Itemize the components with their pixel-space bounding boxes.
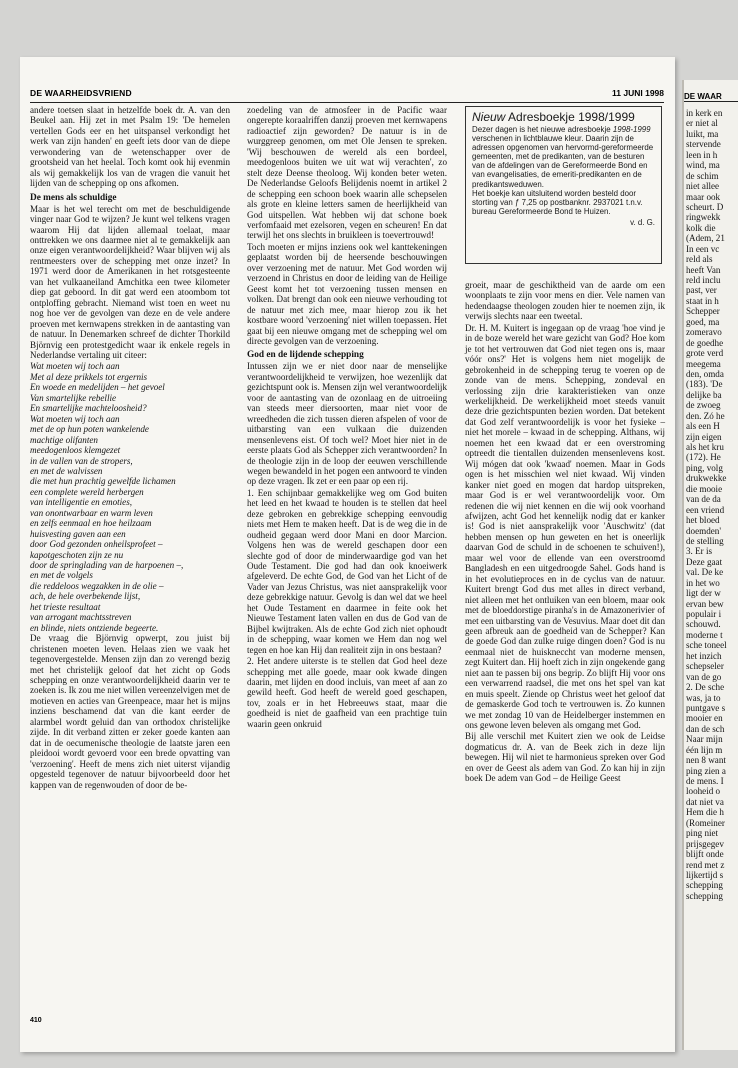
next-page-line: (172). He <box>686 452 721 463</box>
issue-date: 11 JUNI 1998 <box>612 88 664 98</box>
poem-line: Wat moeten wij toch aan <box>30 413 120 424</box>
poem-line: en met de volgels <box>30 570 93 581</box>
poem-quote <box>30 361 230 633</box>
next-page-line: ping, volg <box>686 462 723 473</box>
poem-line: meedogenloos klemgezet <box>30 445 121 456</box>
next-page-line: maar ook <box>686 191 721 202</box>
poem-line: En smartelijke machteloosheid? <box>30 403 147 414</box>
poem-line: van arrogant machtsstreven <box>30 612 132 623</box>
next-page-line: er niet al <box>686 118 718 129</box>
next-page-line: val. De ke <box>686 567 724 578</box>
next-page-line: een vriend <box>686 504 725 515</box>
paragraph: andere toetsen slaat in hetzelfde boek dr. A. van den Beukel aan. Hij zet in met Psalm 19: 'De hemelen vertellen Gods eer en het uitspansel verkondigt het werk van zijn handen' en geeft iets door van de diepe verwondering van de wetenschapper over de grootsheid van het heelal. Toch komt ook hij evenmin als wij gemakkelijk los van de vragen die vanuit het lijden van de schepping op ons afkomen. <box>30 105 230 189</box>
next-page-line: 2. De sche <box>686 682 725 693</box>
next-page-line: looheid o <box>686 786 721 797</box>
poem-line: het trieste resultaat <box>30 601 101 612</box>
poem-line: met de op hun poten wankelende <box>30 424 149 435</box>
next-page-line: als een H <box>686 421 720 432</box>
next-page-line: scheurt. D <box>686 201 724 212</box>
next-page-line: schepseler <box>686 661 724 672</box>
poem-line: En woede en medelijden – het gevoel <box>30 382 165 393</box>
next-page-line: staat in h <box>686 295 719 306</box>
page-header <box>30 88 664 103</box>
poem-line: door de springlading van de harpoenen –, <box>30 560 184 571</box>
next-page-line: zomeravo <box>686 327 722 338</box>
section-heading: God en de lijdende schepping <box>247 350 364 361</box>
next-page-line: (183). 'De <box>686 379 723 390</box>
paragraph: Toch moeten er mijns inziens ook wel kanttekeningen geplaatst worden bij de heersende beschouwingen over verzoening met de natuur. Met God worden wij verzoend in Christus en door de leiding van de Heilige Geest komt het tot verzoening tussen mensen en volken. Dat brengt dan ook een nieuwe verhouding tot de natuur met zich mee, maar hierop zou ik het kostbare woord 'verzoening' niet willen toepassen. Het gaat bij een nieuwe omgang met de schepping wel om directe gevolgen van de verzoening. <box>247 241 447 346</box>
next-page-line: wind, ma <box>686 160 720 171</box>
poem-line: in de vallen van de stropers, <box>30 455 133 466</box>
next-page-line: ping niet <box>686 828 719 839</box>
box-title <box>472 111 655 124</box>
next-page-line: (Romeiner <box>686 817 725 828</box>
paragraph: 1. Een schijnbaar gemakkelijke weg om God buiten het leed en het kwaad te houden is te stellen dat heel deze gebroken en gebrekkige schepping eenvoudig niets met Hem te maken heeft. Dat is de weg die in de oudheid gegaan werd door Mani en door Marcion. Volgens hen was de wereld geschapen door een slechte god of door de minderwaardige god van het Oude Testament. Die god had dan ook knoeiwerk afgeleverd. De echte God, de God van het Licht of de Vader van Jezus Christus, was niet aansprakelijk voor deze gebrekkige natuur. Gevolg is dan wel dat we heel het Oude Testament en daarmee in feite ook het Nieuwe Testament laten vallen en dus de God van de Bijbel kwijtraken. Als de echte God zich niet ophoudt in de schepping, waar komen we Hem dan nog wel tegen en hoe kan Hij dan realiteit zijn in ons bestaan? <box>247 487 447 655</box>
paragraph: zoedeling van de atmosfeer in de Pacific waar ongerepte koraalriffen danzij proeven met kernwapens radioactief zijn geworden? De natuur is in de wurggreep genomen, om met Ole Jensen te spreken. 'Wij beschouwen de wereld als een bordeel, meedogenloos buiten we uit wat wij verachten', zo stelt deze Deense theoloog. Wij konden beter weten. De Nederlandse Geloofs Belijdenis noemt in artikel 2 de schepping een schoon boek waarin alle schepselen als grote en kleine letters samen de heerlijkheid van God uitspellen. Wat hebben wij dat schone boek verfomfaaid met ezelsoren, vegen en scheuren! En dat terwijl het ons slechts in bruikleen is toevertrouwd! <box>247 105 447 241</box>
poem-line: en blinde, niets ontziende begeerte. <box>30 622 159 633</box>
next-page-line: puntgave s <box>686 702 726 713</box>
next-page-line: In een vc <box>686 243 720 254</box>
poem-line: van intelligentie en emoties, <box>30 497 133 508</box>
next-page-line: luikt, ma <box>686 128 719 139</box>
next-page-line: heeft Van <box>686 264 721 275</box>
box-text-italic: 1998-1999 <box>612 125 651 134</box>
announcement-box <box>465 106 662 264</box>
poem-line: een complete wereld herbergen <box>30 486 144 497</box>
next-page-line: Schepper <box>686 306 720 317</box>
paragraph: De vraag die Björnvig opwerpt, zou juist bij christenen moeten leven. Helaas zien we vaak het tegenovergestelde. Mensen zijn dan zo verengd bezig met het christelijk geloof dat het zicht op Gods schepping en onze verantwoordelijkheid daarin ver te zoeken is. Ik zou me niet willen vereenzelvigen met de motieven en acties van Greenpeace, maar het is mijns inziens beschamend dat van die kant eerder de alarmbel wordt geluid dan van orthodox christelijke zijde. In dit verband zitten er zeker goede kanten aan dat in de oecumenische theologie de laatste jaren een pleidooi wordt gevoerd voor een brede opvatting van 'verzoening'. Heeft de mens zich niet uiterst vijandig opgesteld tegenover de natuur bijvoorbeeld door het kappen van de regenwouden of door de be- <box>30 633 230 790</box>
next-page-line: die mooie <box>686 483 723 494</box>
next-page-line: het bloed <box>686 515 720 526</box>
next-page-line: de mens. I <box>686 776 724 786</box>
next-page-line: past, ver <box>686 285 717 296</box>
next-page-line: nen 8 want <box>686 755 726 766</box>
next-page-line: als het kru <box>686 442 724 452</box>
next-page-line: ligt der w <box>686 588 721 599</box>
next-page-line: niet allee <box>686 181 720 192</box>
next-page-line: Hem die h <box>686 807 724 818</box>
poem-line: ach, de hele overbekende lijst, <box>30 591 141 602</box>
next-page-line: prijsgegev <box>686 838 724 849</box>
poem-line: machtige olifanten <box>30 434 98 445</box>
next-page-line: schepping <box>686 880 723 891</box>
next-page-line: kolk die <box>686 222 716 233</box>
next-page-line: mooier en <box>686 713 723 724</box>
next-page-line: moderne t <box>686 629 723 640</box>
paragraph: Intussen zijn we er niet door naar de menselijke verantwoordelijkheid te verwijzen, hoe wezenlijk dat gezichtspunt ook is. Mensen zijn wel verantwoordelijk voor de aantasting van de ozonlaag en de uitroeiing van steeds meer diersoorten, maar niet voor de wreedheden die zich tussen dieren afspelen of voor de uitbarsting van een vulkaan die duizenden mensenlevens eist. Of toch wel? Moet hier niet in de eerste plaats God als Schepper zich verantwoorden? In de theologie zijn in de loop der eeuwen verschillende wegen bewandeld in het pogen een antwoord te vinden op deze vragen. Ik zet er een paar op een rij. <box>247 361 447 487</box>
box-signature: v. d. G. <box>630 217 655 227</box>
box-paragraph <box>472 125 655 189</box>
next-page-line: ringwekk <box>686 212 721 223</box>
next-page-line: dan de sch <box>686 723 725 734</box>
next-page-column <box>686 108 738 901</box>
next-page-line: populair i <box>686 609 722 619</box>
next-page-line: dat niet va <box>686 796 724 807</box>
next-page-line: van de da <box>686 494 721 505</box>
next-page-line: lijkertijd s <box>686 869 724 880</box>
poem-line: die reddeloos wegzakken in de olie – <box>30 580 164 591</box>
poem-line: Wat moeten wij toch aan <box>30 361 120 372</box>
paragraph: groeit, maar de geschiktheid van de aarde om een woonplaats te zijn voor mens en dier. Vele namen van hedendaagse theologen zouden hier te noemen zijn, ik verwijs slechts naar een tweetal. <box>465 280 665 322</box>
column-2 <box>247 105 447 730</box>
next-page-line: was, ja to <box>686 692 721 703</box>
box-paragraph: Het boekje kan uitsluitend worden besteld door storting van ƒ 7,25 op postbanknr. 2937021 t.n.v. bureau Gereformeerde Bond te Huizen. <box>472 188 643 216</box>
poem-line: Met al deze prikkels tot ergernis <box>30 371 148 382</box>
next-page-line: de schim <box>686 170 719 181</box>
next-page-line: reld inclu <box>686 275 721 285</box>
paragraph: Maar is het wel terecht om met de beschuldigende vinger naar God te wijzen? Je kunt wel telkens vragen waarom Hij dat lijden allemaal toelaat, maar onttrekken we ons daarmee niet al te gemakkelijk aan onze eigen verantwoordelijkheid? Waar blijven wij als rentmeesters over de schepping met onze inzet? In 1971 werd door de Amerikanen in het rotsgesteente van het vulkaaneiland Amchitka een twee kilometer diep gat geboord. In dit gat werd een atoombom tot ontploffing gebracht. Niemand wist toen en weet nu nog hoe ver de gevolgen van deze en de vele andere proeven met kernwapens strekken in de aantasting van de natuur. In Denemarken schreef de dichter Thorkild Björnvig een protestgedicht waar ik enkele regels in Nederlandse vertaling uit citeer: <box>30 203 230 360</box>
paragraph: Dr. H. M. Kuitert is ingegaan op de vraag 'hoe vind je in de boze wereld het ware gezicht van God? Hoe kom je tot het vertrouwen dat God niet tegen ons is, maar vóór ons?' Het is volgens hem niet mogelijk de gebrokenheid in de schepping terug te voeren op de zonde van de mens. Schepping, zondeval en verlossing zijn drie karakteristieken van onze werkelijkheid. De werkelijkheid moet steeds vanuit deze drie gezichtspunten bezien worden. Dat betekent dat God zelf verantwoordelijk is voor het fysieke – niet het morele – kwaad in de schepping. Althans, wij noemen het een kwaad dat er een overstroming optreedt die tientallen duizenden mensenlevens kost. Wij mógen dat ook 'kwaad' noemen. Maar in Gods ogen is het misschien wel niet kwaad. Wij vinden kanker niet goed en mogen dat hardop uitspreken, maar God is er wel verantwoordelijk voor. Om redenen die wij niet kennen en die wij ook voorhand afwijzen, acht God het kennelijk nodig dat er kanker is! God is niet aansprakelijk voor 'Auschwitz' (dat hebben mensen op hun geweten en het is oneerlijk daarvan God de schuld in de schoenen te schuiven!), maar wel voor de ellende van een overstroomd Bangladesh en een uitgedroogde Sahel. Gods hand is in het evolutieproces en in de cyclus van de natuur. Kuitert brengt God dus met alles in direct verband, niet alleen met het ontluiken van een bloem, maar ook met de bloeddorstige piranha's in de Amazonerivier of met een uitbarsting van de Vesuvius. Maar doet dit dan geen afbreuk aan de goedheid van de Schepper? Kan de goede God dan zulke ruige dingen doen? God is nu eenmaal niet de huiskneccht van moderne mensen, zegt Kuitert dan. Hij hoeft zich in zijn ongekende gang niet aan te passen bij ons begrip. Zo blijft Hij voor ons een verwarrend raadsel, die met ons het spel van kat en muis speelt. Ziende op Christus weet het geloof dat de gemaskerde God toch te vertrouwen is. Zo kunnen we met zondag 10 van de Heidelberger instemmen en ons gewone leven beleven als omgang met God. <box>465 322 665 731</box>
poem-line: die met hun prachtig gewelfde lichamen <box>30 476 176 487</box>
next-page-line: schouwd. <box>686 619 721 630</box>
poem-line: en met de walvissen <box>30 465 103 476</box>
next-page-line: sche toneel <box>686 640 727 651</box>
next-page-header: DE WAAR <box>684 92 738 102</box>
column-3 <box>465 280 665 785</box>
poem-line: Van smartelijke rebellie <box>30 392 117 403</box>
next-page-line: schepping <box>686 890 723 901</box>
next-page-line: goed, ma <box>686 316 720 327</box>
section-heading: De mens als schuldige <box>30 192 117 203</box>
box-title-rest: Adresboekje 1998/1999 <box>505 110 635 124</box>
next-page-line: van de go <box>686 671 722 682</box>
poem-line: door God gezonden onheilsprofeet – <box>30 539 163 550</box>
page-number: 410 <box>30 1017 42 1024</box>
box-text: Dezer dagen is het nieuwe adresboekje <box>472 125 613 134</box>
next-page-line: Deze gaat <box>686 556 723 567</box>
next-page-line: in het wo <box>686 577 720 588</box>
next-page-line: grote verd <box>686 348 724 359</box>
poem-line: huisvesting gaven aan een <box>30 528 126 539</box>
next-page-line: Naar mijn <box>686 734 723 745</box>
next-page-line: rend met z <box>686 859 725 870</box>
next-page-line: leen in h <box>686 149 718 160</box>
next-page-line: doemden' <box>686 525 721 536</box>
publication-title: DE WAARHEIDSVRIEND <box>30 88 132 98</box>
next-page-line: blijft onde <box>686 849 724 860</box>
next-page-line: het inzich <box>686 650 722 661</box>
poem-line: van onontwarbaar en warm leven <box>30 507 153 518</box>
poem-line: kapotgeschoten zijn ze nu <box>30 549 124 560</box>
next-page-line: ervan bew <box>686 598 724 609</box>
next-page-line: (Adem, 21 <box>686 233 725 244</box>
next-page-line: de zwoeg <box>686 400 721 411</box>
next-page-line: zijn eigen <box>686 431 722 442</box>
next-page-line: één lijn m <box>686 744 723 755</box>
next-page-line: 3. Er is <box>686 546 713 557</box>
paragraph: 2. Het andere uiterste is te stellen dat God heel deze schepping met alle goede, maar ook kwade dingen daarin, met lijden en dood incluis, van meet af aan zo gewild heeft. God heeft de wereld goed geschapen, tov, zoals er in het Hebreeuws staat, maar die goedheid is niet de gaafheid van een prachtige tuin waarin geen onkruid <box>247 656 447 729</box>
box-text: verschenen in lichtblauwe kleur. Daarin zijn de adressen opgenomen van hervormd-gereformeerde gemeenten, met de predikanten, van de besturen van de afdelingen van de Gereformeerde Bond en van evangelisaties, de emeriti-predikanten en de predikantsweduwen. <box>472 134 654 189</box>
next-page-line: reld als <box>686 254 713 265</box>
box-title-italic: Nieuw <box>472 110 506 124</box>
next-page-line: in kerk en <box>686 108 723 118</box>
column-1 <box>30 105 230 791</box>
poem-line: en zelfs eenmaal en hoe heilzaam <box>30 518 152 529</box>
next-page-line: den. Zó he <box>686 410 725 421</box>
next-page-line: de stelling <box>686 535 724 546</box>
next-page-line: de goedhe <box>686 337 724 348</box>
next-page-line: ping zien a <box>686 765 726 776</box>
next-page-line: drukwekke <box>686 473 727 484</box>
paragraph: Bij alle verschil met Kuitert zien we ook de Leidse dogmaticus dr. A. van de Beek zich in deze lijn bewegen. Hij wil niet te harmonieus spreken over God en over de Geest als adem van God. Zo kan hij in zijn boek De adem van God – de Heilige Geest <box>465 731 665 784</box>
next-page-line: stervende <box>686 139 721 150</box>
next-page-line: delijke ba <box>686 389 722 400</box>
next-page-line: meegema <box>686 358 721 369</box>
next-page-line: den, omda <box>686 368 724 379</box>
